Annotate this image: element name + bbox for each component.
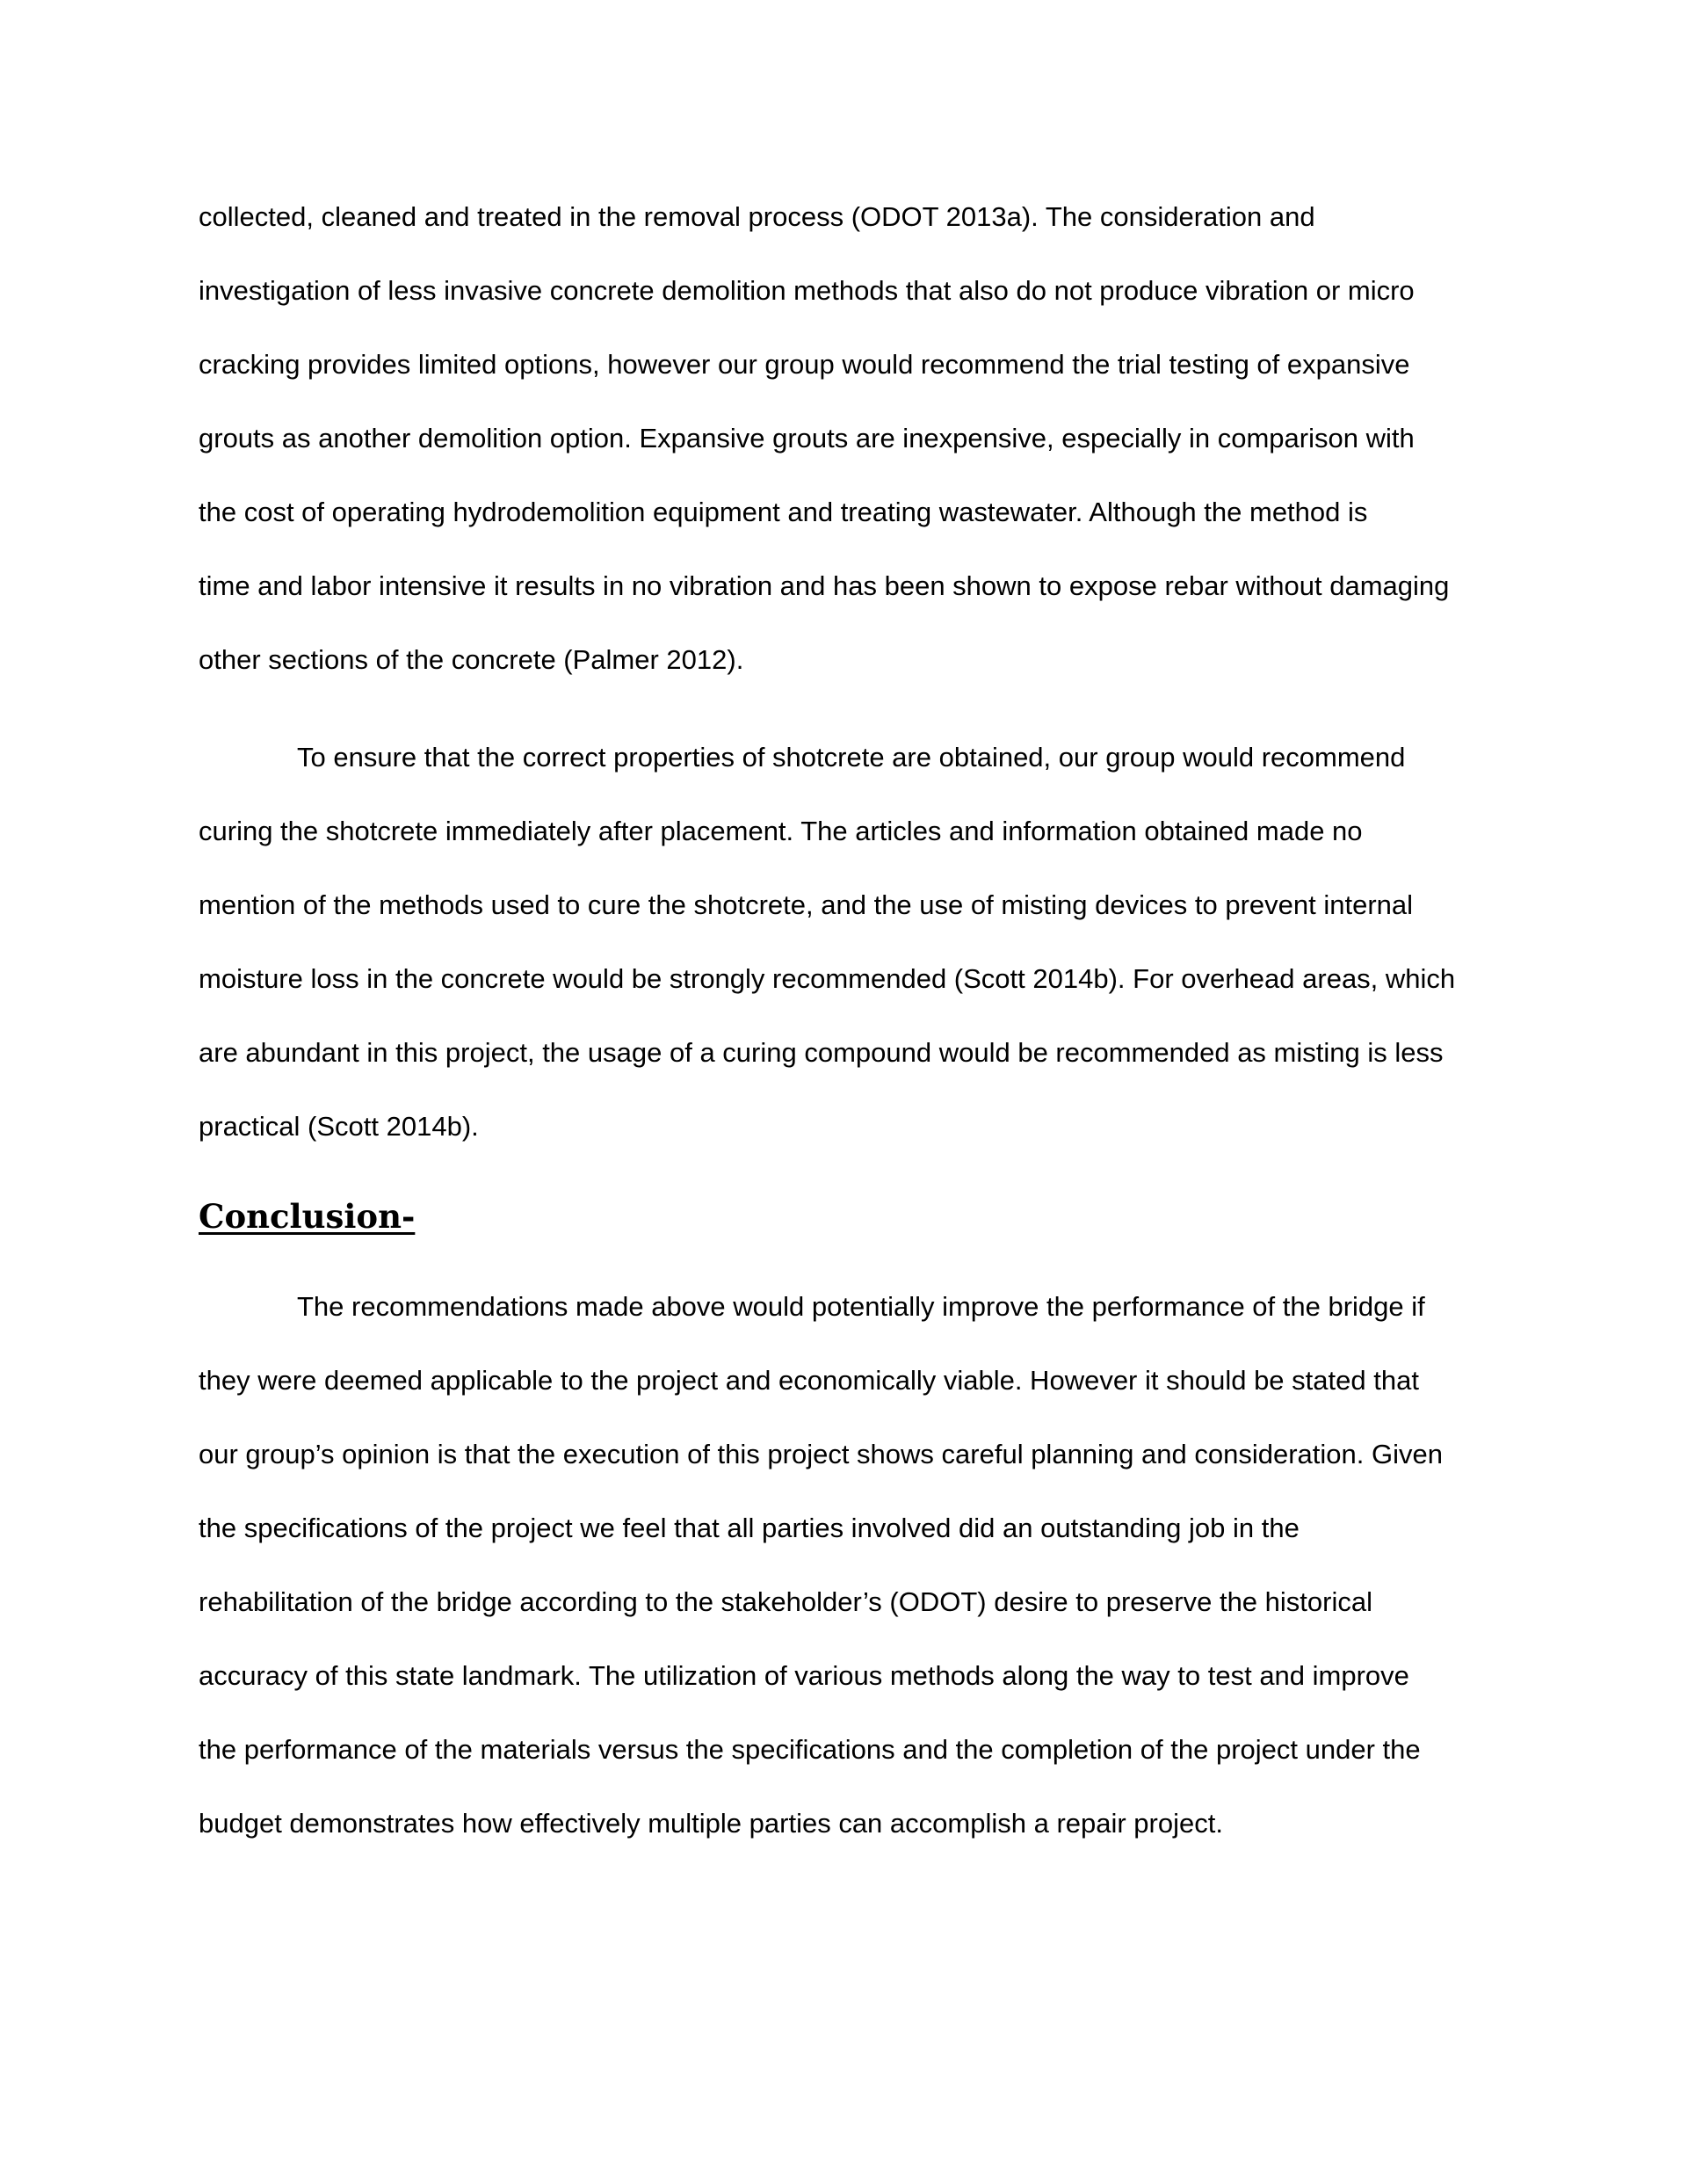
text-line: the performance of the materials versus the specifications and the completion of the project under the [199, 1734, 1421, 1765]
text-line: budget demonstrates how effectively multiple parties can accomplish a repair project. [199, 1808, 1223, 1839]
text-line: the cost of operating hydrodemolition equipment and treating wastewater. Although the method is [199, 497, 1368, 527]
text-line: practical (Scott 2014b). [199, 1111, 479, 1142]
text-line: accuracy of this state landmark. The utilization of various methods along the way to test and improve [199, 1660, 1409, 1691]
text-line: other sections of the concrete (Palmer 2012). [199, 644, 744, 675]
text-line: are abundant in this project, the usage of a curing compound would be recommended as misting is less [199, 1037, 1444, 1068]
section-heading-conclusion: Conclusion- [199, 1197, 416, 1236]
text-line: rehabilitation of the bridge according to the stakeholder’s (ODOT) desire to preserve the historical [199, 1586, 1372, 1617]
text-line: moisture loss in the concrete would be strongly recommended (Scott 2014b). For overhead areas, which [199, 963, 1456, 994]
text-line: investigation of less invasive concrete demolition methods that also do not produce vibration or micro [199, 275, 1415, 306]
paragraph-demolition [199, 180, 1499, 697]
text-line: The recommendations made above would potentially improve the performance of the bridge if [297, 1291, 1425, 1322]
text-line: grouts as another demolition option. Expansive grouts are inexpensive, especially in comparison with [199, 423, 1415, 453]
text-line: To ensure that the correct properties of shotcrete are obtained, our group would recommend [297, 742, 1406, 773]
text-line: collected, cleaned and treated in the removal process (ODOT 2013a). The consideration and [199, 201, 1315, 232]
paragraph-conclusion [199, 1270, 1499, 1861]
text-line: time and labor intensive it results in no vibration and has been shown to expose rebar without damaging [199, 570, 1450, 601]
text-line: cracking provides limited options, however our group would recommend the trial testing of expansive [199, 349, 1410, 380]
text-line: the specifications of the project we feel that all parties involved did an outstanding job in the [199, 1513, 1300, 1543]
paragraph-shotcrete-curing [199, 721, 1499, 1164]
text-line: mention of the methods used to cure the shotcrete, and the use of misting devices to prevent internal [199, 889, 1414, 920]
text-line: our group’s opinion is that the execution of this project shows careful planning and consideration. Given [199, 1439, 1443, 1469]
text-line: they were deemed applicable to the project and economically viable. However it should be stated that [199, 1365, 1419, 1396]
text-line: curing the shotcrete immediately after placement. The articles and information obtained made no [199, 816, 1363, 846]
